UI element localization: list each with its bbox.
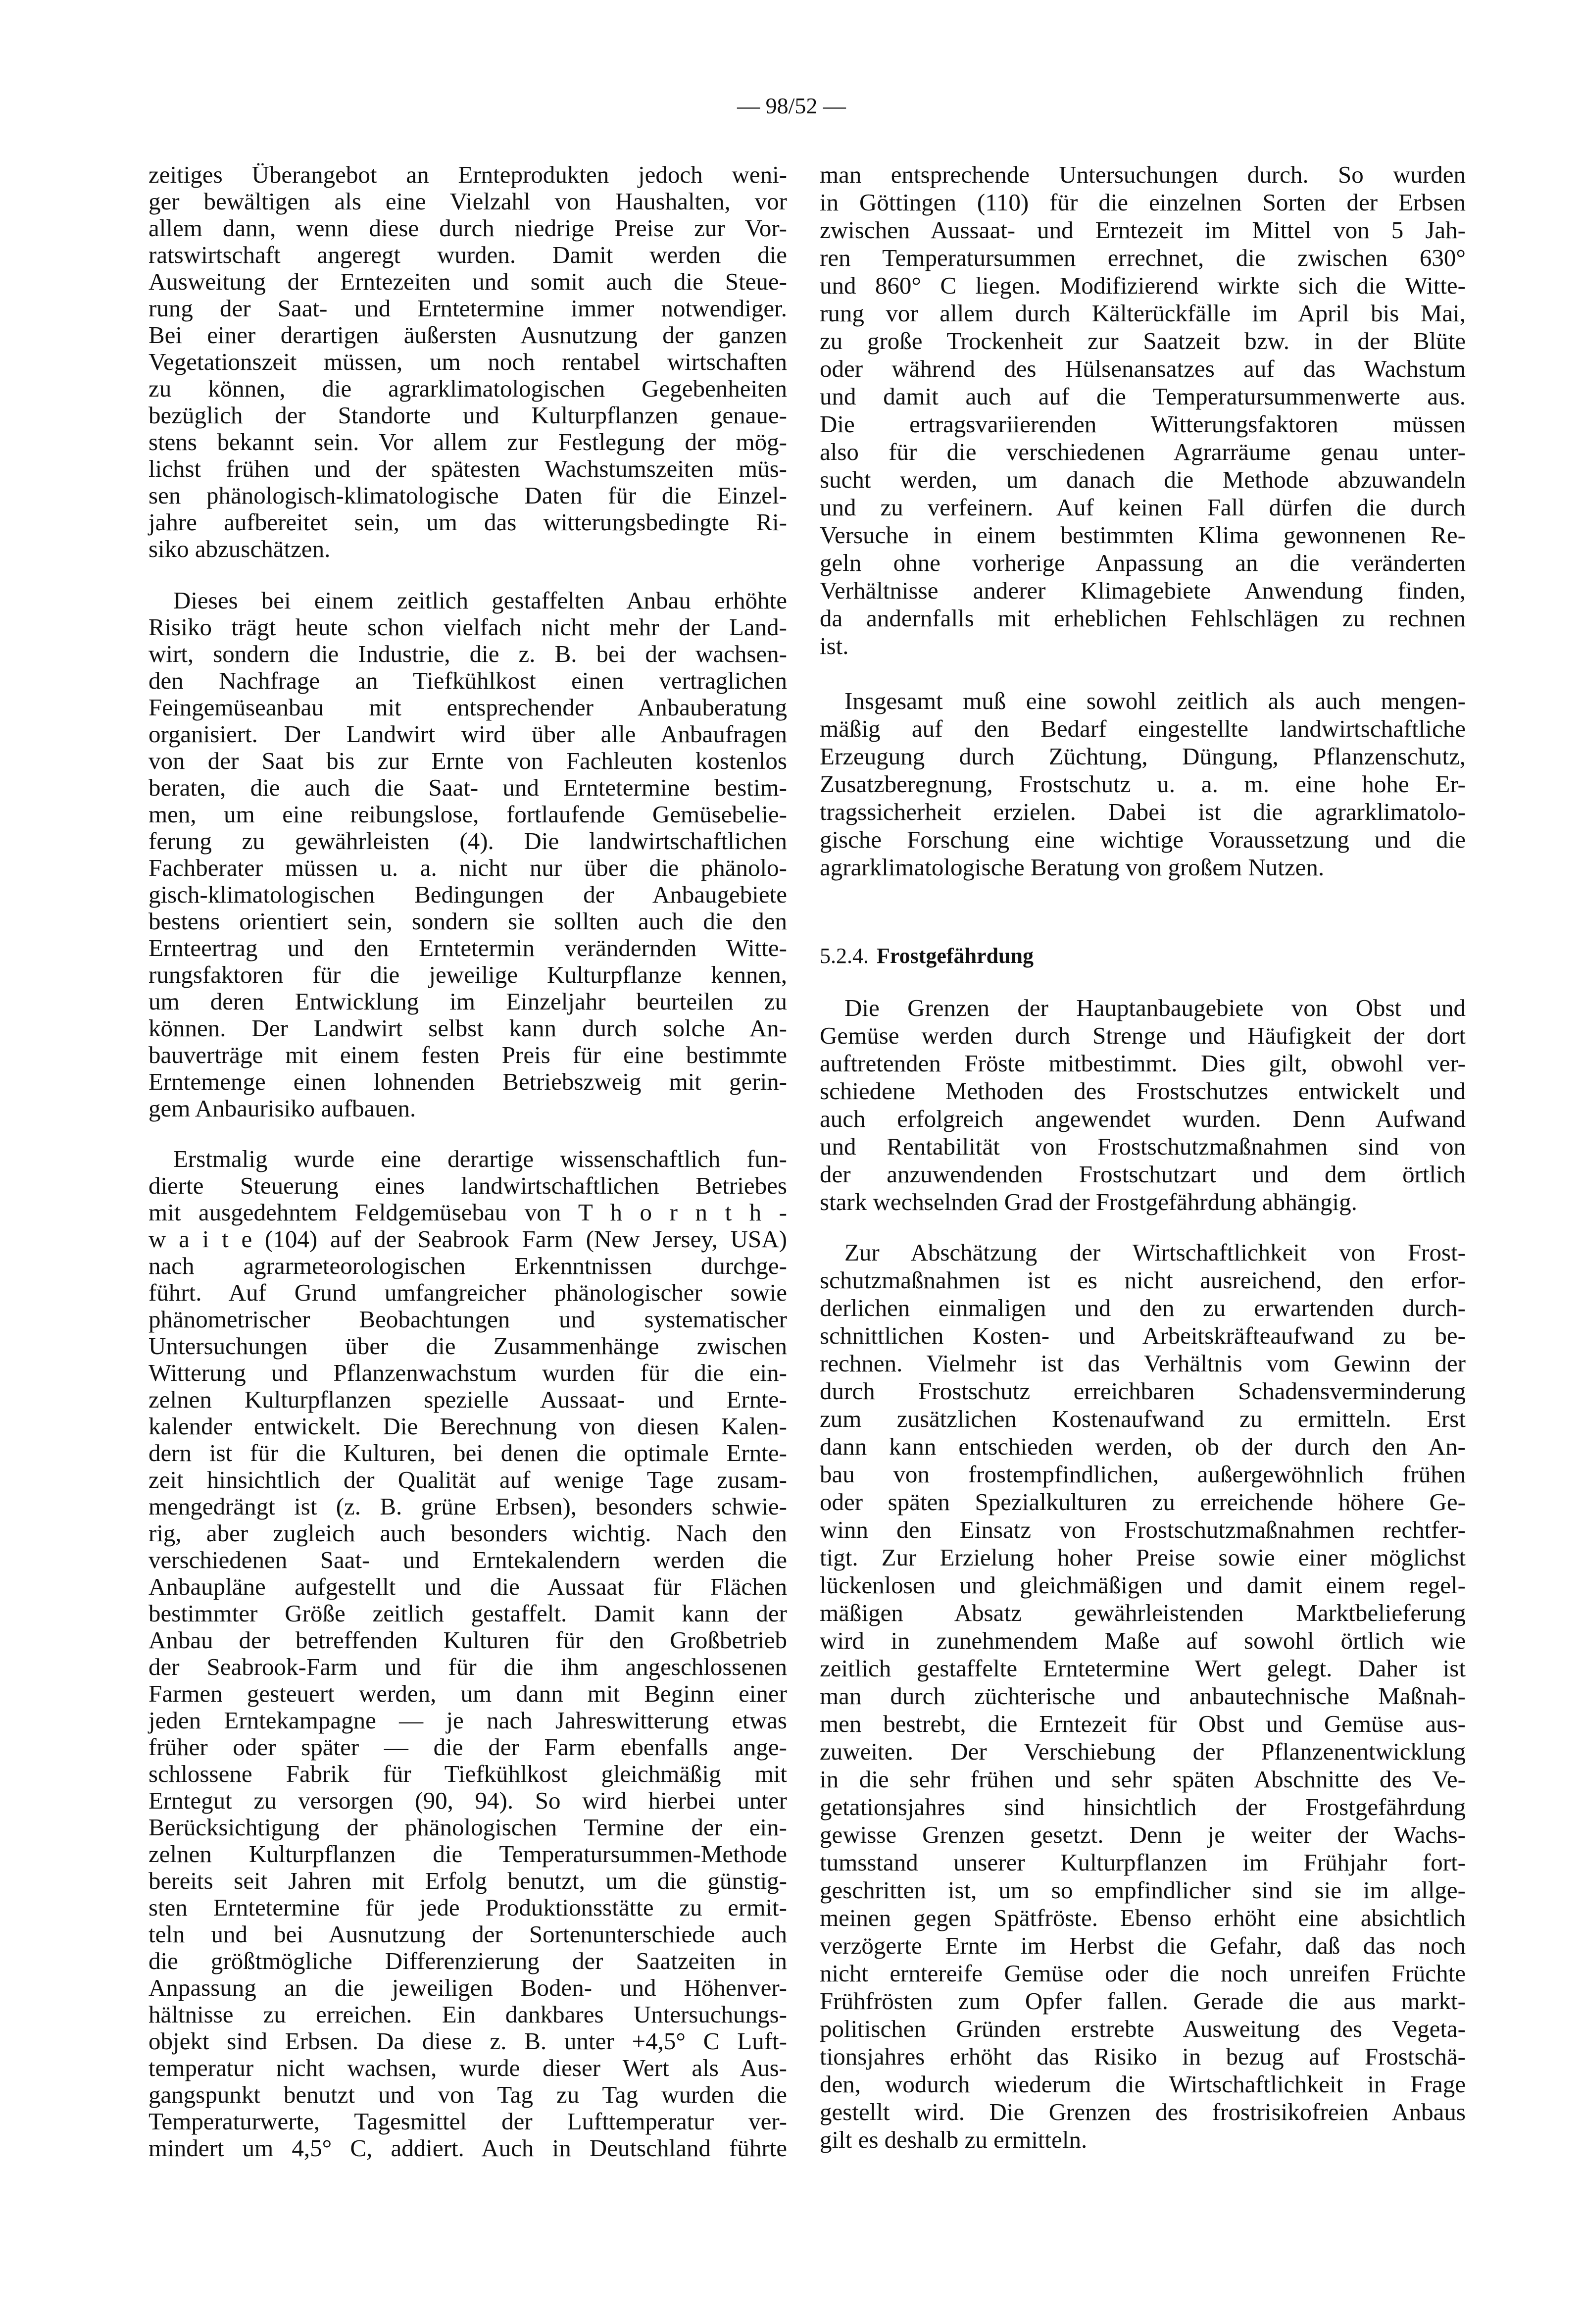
text-line: zelnen Kulturpflanzen die Temperatursummen-Methode bbox=[148, 1840, 787, 1868]
text-line: allem dann, wenn diese durch niedrige Preise zur Vor- bbox=[148, 214, 787, 242]
text-line: Dieses bei einem zeitlich gestaffelten Anbau erhöhte bbox=[173, 587, 787, 614]
text-line: verzögerte Ernte im Herbst die Gefahr, daß das noch bbox=[820, 1932, 1466, 1959]
text-line: Untersuchungen über die Zusammenhänge zwischen bbox=[148, 1332, 787, 1360]
text-line: zu können, die agrarklimatologischen Gegebenheiten bbox=[148, 375, 787, 402]
text-line: Berücksichtigung der phänologischen Termine der ein- bbox=[148, 1814, 787, 1841]
text-line: also für die verschiedenen Agrarräume genau unter- bbox=[820, 438, 1466, 465]
text-line: bereits seit Jahren mit Erfolg benutzt, um die günstig- bbox=[148, 1867, 787, 1894]
text-line: auch erfolgreich angewendet wurden. Denn Aufwand bbox=[820, 1105, 1466, 1132]
text-line: ferung zu gewährleisten (4). Die landwirtschaftlichen bbox=[148, 827, 787, 855]
text-line: gewisse Grenzen gesetzt. Denn je weiter der Wachs- bbox=[820, 1821, 1466, 1848]
text-line: jeden Erntekampagne — je nach Jahreswitterung etwas bbox=[148, 1707, 787, 1734]
text-line: gem Anbaurisiko aufbauen. bbox=[148, 1095, 416, 1122]
text-line: Temperaturwerte, Tagesmittel der Lufttemperatur ver- bbox=[148, 2108, 787, 2135]
text-line: tragssicherheit erzielen. Dabei ist die agrarklimatolo- bbox=[820, 798, 1466, 825]
text-line: w a i t e (104) auf der Seabrook Farm (New Jersey, USA) bbox=[148, 1225, 787, 1253]
text-line: Gemüse werden durch Strenge und Häufigkeit der dort bbox=[820, 1022, 1466, 1049]
text-line: und damit auch auf die Temperatursummenwerte aus. bbox=[820, 383, 1466, 410]
text-line: objekt sind Erbsen. Da diese z. B. unter +4,5° C Luft- bbox=[148, 2027, 787, 2055]
text-line: und zu verfeinern. Auf keinen Fall dürfen die durch bbox=[820, 494, 1466, 521]
text-line: in die sehr frühen und sehr späten Abschnitte des Ve- bbox=[820, 1766, 1466, 1793]
left-paragraph-1 bbox=[148, 161, 787, 562]
text-line: man entsprechende Untersuchungen durch. So wurden bbox=[820, 161, 1466, 188]
text-line: Risiko trägt heute schon vielfach nicht mehr der Land- bbox=[148, 613, 787, 641]
text-line: und Rentabilität von Frostschutzmaßnahmen sind von bbox=[820, 1133, 1466, 1160]
text-line: Erntemenge einen lohnenden Betriebszweig mit gerin- bbox=[148, 1068, 787, 1095]
text-line: men, um eine reibungslose, fortlaufende Gemüsebelie- bbox=[148, 801, 787, 828]
text-line: Bei einer derartigen äußersten Ausnutzung der ganzen bbox=[148, 321, 787, 349]
text-line: politischen Gründen erstrebte Ausweitung des Vegeta- bbox=[820, 2015, 1466, 2042]
text-line: auftretenden Fröste mitbestimmt. Dies gilt, obwohl ver- bbox=[820, 1050, 1466, 1077]
text-line: nach agrarmeteorologischen Erkenntnissen durchge- bbox=[148, 1252, 787, 1279]
text-line: lichst frühen und der spätesten Wachstumszeiten müs- bbox=[148, 455, 787, 482]
text-line: den, wodurch wiederum die Wirtschaftlichkeit in Frage bbox=[820, 2071, 1466, 2098]
text-line: mäßigen Absatz gewährleistenden Marktbelieferung bbox=[820, 1599, 1466, 1626]
text-line: Anpassung an die jeweiligen Boden- und Höhenver- bbox=[148, 1974, 787, 2001]
text-line: Verhältnisse anderer Klimagebiete Anwendung finden, bbox=[820, 577, 1466, 604]
text-line: oder während des Hülsenansatzes auf das Wachstum bbox=[820, 355, 1466, 382]
text-line: meinen gegen Spätfröste. Ebenso erhöht eine absichtlich bbox=[820, 1904, 1466, 1931]
text-line: stens bekannt sein. Vor allem zur Festlegung der mög- bbox=[148, 428, 787, 455]
text-line: ren Temperatursummen errechnet, die zwischen 630° bbox=[820, 244, 1466, 271]
text-line: durch Frostschutz erreichbaren Schadensverminderung bbox=[820, 1377, 1466, 1405]
text-line: lückenlosen und gleichmäßigen und damit einem regel- bbox=[820, 1571, 1466, 1599]
text-line: Die Grenzen der Hauptanbaugebiete von Obst und bbox=[844, 994, 1466, 1021]
text-line: bau von frostempfindlichen, außergewöhnlich frühen bbox=[820, 1461, 1466, 1488]
text-line: gestellt wird. Die Grenzen des frostrisikofreien Anbaus bbox=[820, 2098, 1466, 2125]
text-line: bauverträge mit einem festen Preis für eine bestimmte bbox=[148, 1041, 787, 1068]
text-line: führt. Auf Grund umfangreicher phänologischer sowie bbox=[148, 1279, 787, 1306]
text-line: Vegetationszeit müssen, um noch rentabel wirtschaften bbox=[148, 348, 787, 375]
text-line: Ernteertrag und den Erntetermin verändernden Witte- bbox=[148, 934, 787, 961]
text-line: zu große Trockenheit zur Saatzeit bzw. in der Blüte bbox=[820, 327, 1466, 354]
text-line: sucht werden, um danach die Methode abzuwandeln bbox=[820, 466, 1466, 493]
text-line: jahre aufbereitet sein, um das witterungsbedingte Ri- bbox=[148, 508, 787, 536]
text-line: Feingemüseanbau mit entsprechender Anbauberatung bbox=[148, 694, 787, 721]
text-line: dern ist für die Kulturen, bei denen die optimale Ernte- bbox=[148, 1439, 787, 1466]
text-line: temperatur nicht wachsen, wurde dieser Wert als Aus- bbox=[148, 2054, 787, 2081]
text-line: Zusatzberegnung, Frostschutz u. a. m. eine hohe Er- bbox=[820, 770, 1466, 798]
text-line: da andernfalls mit erheblichen Fehlschlägen zu rechnen bbox=[820, 605, 1466, 632]
text-line: stark wechselnden Grad der Frostgefährdung abhängig. bbox=[820, 1188, 1357, 1215]
text-line: von der Saat bis zur Ernte von Fachleuten kostenlos bbox=[148, 747, 787, 774]
text-line: die größtmögliche Differenzierung der Saatzeiten in bbox=[148, 1947, 787, 1974]
text-line: Witterung und Pflanzenwachstum wurden für die ein- bbox=[148, 1359, 787, 1386]
text-line: Frühfrösten zum Opfer fallen. Gerade die aus markt- bbox=[820, 1987, 1466, 2015]
text-line: gische Forschung eine wichtige Voraussetzung und die bbox=[820, 826, 1466, 853]
text-line: bezüglich der Standorte und Kulturpflanzen genaue- bbox=[148, 402, 787, 429]
text-line: Fachberater müssen u. a. nicht nur über die phänolo- bbox=[148, 854, 787, 881]
right-paragraph-3 bbox=[820, 994, 1466, 1216]
section-title: Frostgefährdung bbox=[877, 944, 1034, 968]
text-line: sten Erntetermine für jede Produktionsstätte zu ermit- bbox=[148, 1894, 787, 1921]
text-line: beraten, die auch die Saat- und Erntetermine bestim- bbox=[148, 774, 787, 801]
text-line: geschritten ist, um so empfindlicher sind sie im allge- bbox=[820, 1876, 1466, 1904]
text-line: schutzmaßnahmen ist es nicht ausreichend, den erfor- bbox=[820, 1266, 1466, 1294]
text-line: bestimmter Größe zeitlich gestaffelt. Damit kann der bbox=[148, 1600, 787, 1627]
text-line: ist. bbox=[820, 632, 849, 659]
right-paragraph-2 bbox=[820, 687, 1466, 881]
text-line: ger bewältigen als eine Vielzahl von Haushalten, vor bbox=[148, 188, 787, 215]
text-line: Die ertragsvariierenden Witterungsfaktoren müssen bbox=[820, 410, 1466, 438]
text-line: rung vor allem durch Kälterückfälle im April bis Mai, bbox=[820, 300, 1466, 327]
text-line: kalender entwickelt. Die Berechnung von diesen Kalen- bbox=[148, 1413, 787, 1440]
text-line: schiedene Methoden des Frostschutzes entwickelt und bbox=[820, 1077, 1466, 1105]
text-line: man durch züchterische und anbautechnische Maßnah- bbox=[820, 1682, 1466, 1710]
text-line: Versuche in einem bestimmten Klima gewonnenen Re- bbox=[820, 521, 1466, 549]
text-line: den Nachfrage an Tiefkühlkost einen vertraglichen bbox=[148, 667, 787, 694]
text-line: Farmen gesteuert werden, um dann mit Beginn einer bbox=[148, 1680, 787, 1707]
text-line: oder späten Spezialkulturen zu erreichende höhere Ge- bbox=[820, 1488, 1466, 1516]
text-line: organisiert. Der Landwirt wird über alle Anbaufragen bbox=[148, 720, 787, 748]
text-line: gangspunkt benutzt und von Tag zu Tag wurden die bbox=[148, 2081, 787, 2108]
text-line: gilt es deshalb zu ermitteln. bbox=[820, 2126, 1088, 2153]
text-line: Erntegut zu versorgen (90, 94). So wird hierbei unter bbox=[148, 1787, 787, 1814]
section-heading bbox=[820, 942, 1034, 970]
text-line: um deren Entwicklung im Einzeljahr beurteilen zu bbox=[148, 988, 787, 1015]
text-line: getationsjahres sind hinsichtlich der Frostgefährdung bbox=[820, 1793, 1466, 1820]
text-line: können. Der Landwirt selbst kann durch solche An- bbox=[148, 1014, 787, 1042]
text-line: dierte Steuerung eines landwirtschaftlichen Betriebes bbox=[148, 1172, 787, 1199]
text-line: zum zusätzlichen Kostenaufwand zu ermitteln. Erst bbox=[820, 1405, 1466, 1432]
text-line: tigt. Zur Erzielung hoher Preise sowie einer möglichst bbox=[820, 1544, 1466, 1571]
text-line: zeitiges Überangebot an Ernteprodukten jedoch weni- bbox=[148, 161, 787, 188]
text-line: agrarklimatologische Beratung von großem Nutzen. bbox=[820, 854, 1325, 881]
text-line: schlossene Fabrik für Tiefkühlkost gleichmäßig mit bbox=[148, 1760, 787, 1787]
text-line: mit ausgedehntem Feldgemüsebau von T h o r n t h - bbox=[148, 1199, 787, 1226]
text-line: Erzeugung durch Züchtung, Düngung, Pflanzenschutz, bbox=[820, 743, 1466, 770]
text-line: wirt, sondern die Industrie, die z. B. bei der wachsen- bbox=[148, 640, 787, 667]
text-line: und 860° C liegen. Modifizierend wirkte sich die Witte- bbox=[820, 272, 1466, 299]
text-line: teln und bei Ausnutzung der Sortenunterschiede auch bbox=[148, 1920, 787, 1948]
left-paragraph-2 bbox=[148, 587, 787, 1122]
text-line: bestens orientiert sein, sondern sie sollten auch die den bbox=[148, 908, 787, 935]
text-line: ratswirtschaft angeregt wurden. Damit werden die bbox=[148, 241, 787, 268]
text-line: rechnen. Vielmehr ist das Verhältnis vom Gewinn der bbox=[820, 1350, 1466, 1377]
text-line: geln ohne vorherige Anpassung an die veränderten bbox=[820, 549, 1466, 576]
text-line: verschiedenen Saat- und Erntekalendern werden die bbox=[148, 1546, 787, 1573]
text-line: der Seabrook-Farm und für die ihm angeschlossenen bbox=[148, 1653, 787, 1680]
text-line: der anzuwendenden Frostschutzart und dem örtlich bbox=[820, 1161, 1466, 1188]
text-line: siko abzuschätzen. bbox=[148, 535, 331, 562]
text-line: hältnisse zu erreichen. Ein dankbares Untersuchungs- bbox=[148, 2001, 787, 2028]
text-line: rig, aber zugleich auch besonders wichtig. Nach den bbox=[148, 1519, 787, 1547]
text-line: dann kann entschieden werden, ob der durch den An- bbox=[820, 1433, 1466, 1460]
text-line: in Göttingen (110) für die einzelnen Sorten der Erbsen bbox=[820, 189, 1466, 216]
text-line: Anbaupläne aufgestellt und die Aussaat für Flächen bbox=[148, 1573, 787, 1600]
text-line: rungsfaktoren für die jeweilige Kulturpflanze kennen, bbox=[148, 961, 787, 988]
text-line: mindert um 4,5° C, addiert. Auch in Deutschland führte bbox=[148, 2134, 787, 2162]
text-line: men bestrebt, die Erntezeit für Obst und Gemüse aus- bbox=[820, 1710, 1466, 1737]
text-line: mengedrängt ist (z. B. grüne Erbsen), besonders schwie- bbox=[148, 1493, 787, 1520]
text-line: zwischen Aussaat- und Erntezeit im Mittel von 5 Jah- bbox=[820, 216, 1466, 244]
text-line: nicht erntereife Gemüse oder die noch unreifen Früchte bbox=[820, 1960, 1466, 1987]
text-line: tumsstand unserer Kulturpflanzen im Frühjahr fort- bbox=[820, 1849, 1466, 1876]
text-line: tionsjahres erhöht das Risiko in bezug auf Frostschä- bbox=[820, 2043, 1466, 2070]
text-line: Ausweitung der Erntezeiten und somit auch die Steue- bbox=[148, 268, 787, 295]
text-line: gisch-klimatologischen Bedingungen der Anbaugebiete bbox=[148, 881, 787, 908]
text-line: zeit hinsichtlich der Qualität auf wenige Tage zusam- bbox=[148, 1466, 787, 1493]
text-line: Zur Abschätzung der Wirtschaftlichkeit von Frost- bbox=[844, 1239, 1466, 1266]
section-number: 5.2.4. bbox=[820, 944, 869, 968]
page-number-header: — 98/52 — bbox=[737, 93, 846, 118]
text-line: Erstmalig wurde eine derartige wissenschaftlich fun- bbox=[173, 1145, 787, 1172]
text-line: mäßig auf den Bedarf eingestellte landwirtschaftliche bbox=[820, 715, 1466, 742]
right-paragraph-4 bbox=[820, 1239, 1466, 2154]
text-line: schnittlichen Kosten- und Arbeitskräfteaufwand zu be- bbox=[820, 1322, 1466, 1349]
text-line: winn den Einsatz von Frostschutzmaßnahmen rechtfer- bbox=[820, 1516, 1466, 1543]
text-line: sen phänologisch-klimatologische Daten für die Einzel- bbox=[148, 482, 787, 509]
text-line: zuweiten. Der Verschiebung der Pflanzenentwicklung bbox=[820, 1738, 1466, 1765]
right-paragraph-1 bbox=[820, 161, 1466, 660]
text-line: Anbau der betreffenden Kulturen für den Großbetrieb bbox=[148, 1626, 787, 1654]
left-paragraph-3 bbox=[148, 1146, 787, 2162]
text-line: zelnen Kulturpflanzen spezielle Aussaat- und Ernte- bbox=[148, 1386, 787, 1413]
text-line: zeitlich gestaffelte Erntetermine Wert gelegt. Daher ist bbox=[820, 1655, 1466, 1682]
text-line: früher oder später — die der Farm ebenfalls ange- bbox=[148, 1733, 787, 1761]
text-line: wird in zunehmendem Maße auf sowohl örtlich wie bbox=[820, 1627, 1466, 1654]
text-line: Insgesamt muß eine sowohl zeitlich als auch mengen- bbox=[844, 687, 1466, 714]
text-line: rung der Saat- und Erntetermine immer notwendiger. bbox=[148, 295, 787, 322]
text-line: phänometrischer Beobachtungen und systematischer bbox=[148, 1306, 787, 1333]
text-line: derlichen einmaligen und den zu erwartenden durch- bbox=[820, 1294, 1466, 1321]
